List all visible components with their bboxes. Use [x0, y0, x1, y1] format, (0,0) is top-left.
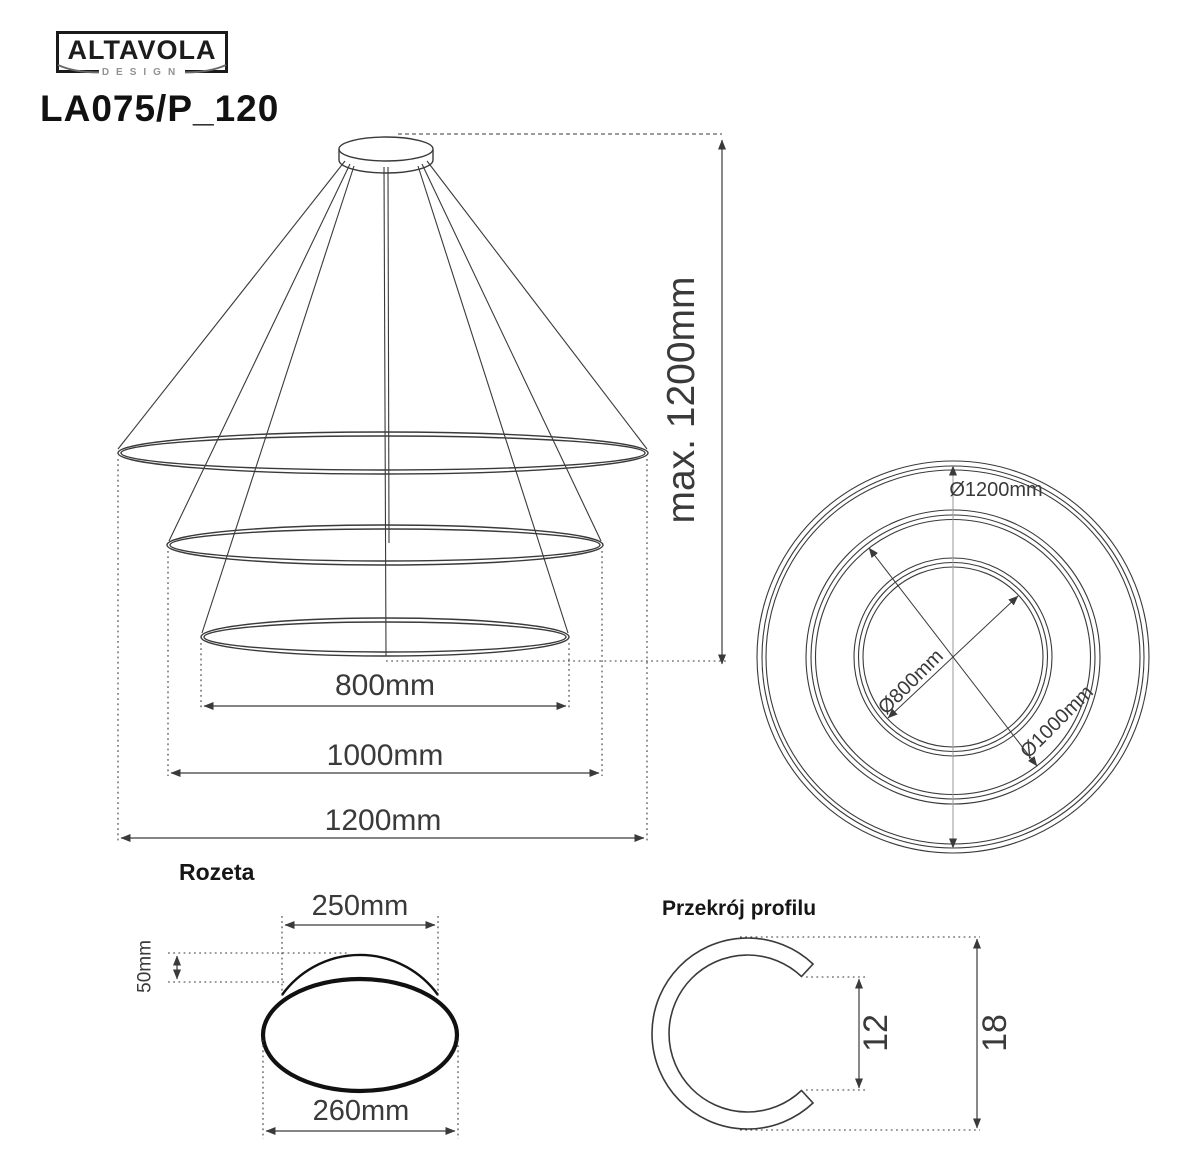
- profile-opening-dimension-label: 12: [857, 1014, 895, 1052]
- top-view-dimension-lines: [869, 466, 1037, 848]
- brand-subtitle: [59, 67, 225, 78]
- profile-height-dimension-label: 18: [976, 1014, 1014, 1052]
- side-view-extension-lines: [118, 459, 728, 841]
- rozeta-title: Rozeta: [179, 859, 255, 885]
- outer-diameter-label: Ø1200mm: [949, 479, 1043, 501]
- suspension-cables: [118, 161, 647, 656]
- profile-c-shape: [652, 938, 813, 1129]
- rozeta-top-dimension-label: 250mm: [311, 890, 409, 922]
- rozeta-height-dimension-label: 50mm: [134, 940, 156, 993]
- rozeta-bottom-dimension-label: 260mm: [312, 1095, 410, 1127]
- rozeta-base-ellipse: [263, 979, 457, 1091]
- profile-drawing: [652, 938, 813, 1129]
- ring-large-side: [118, 432, 648, 474]
- inner-diameter-label: Ø800mm: [874, 645, 948, 719]
- brand-logo: [56, 31, 228, 78]
- small-ring-dimension-label: 800mm: [334, 669, 436, 702]
- middle-diameter-label: Ø1000mm: [1016, 681, 1098, 763]
- rozeta-drawing: [263, 955, 457, 1091]
- side-view-dimension-lines: [121, 140, 722, 838]
- side-height-dimension-label: max. 1200mm: [660, 276, 703, 524]
- brand-name: ALTAVOLA: [67, 35, 217, 65]
- profile-title: Przekrój profilu: [662, 897, 817, 920]
- brand-subtitle-text: DESIGN: [99, 67, 185, 78]
- large-ring-dimension-label: 1200mm: [324, 804, 442, 837]
- ring-small-side: [201, 618, 569, 656]
- product-code: LA075/P_120: [40, 88, 280, 129]
- medium-ring-dimension-label: 1000mm: [326, 739, 444, 772]
